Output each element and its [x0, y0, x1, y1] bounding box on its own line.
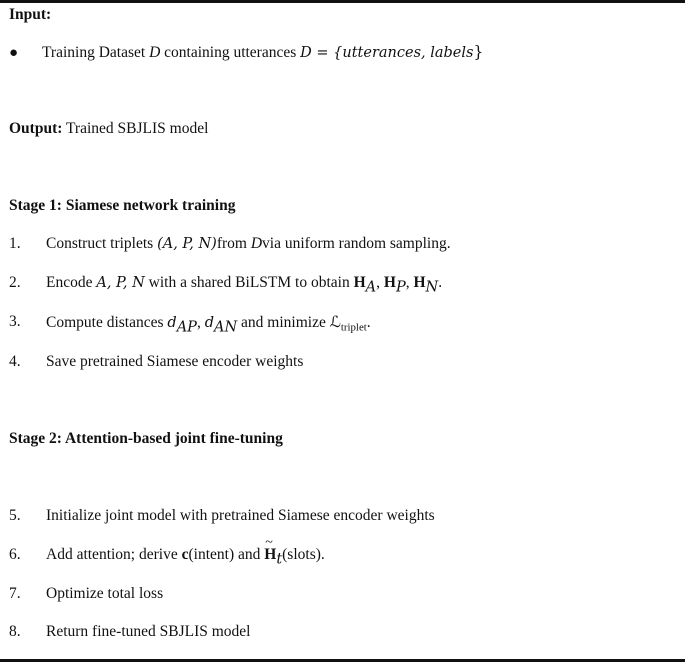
stage1-heading: Stage 1: Siamese network training [9, 197, 236, 214]
step-3: Compute distances $d_{AP}$, $d_{AN}$ and minimize ℒ$_{triplet}$. [46, 313, 371, 336]
step-2: Encode A, P, N with a shared BiLSTM to obtain $H_A$, $H_P$, $H_N$. [46, 274, 443, 296]
step-8: Return fine-tuned SBJLIS model [46, 623, 251, 640]
bullet-icon: ● [9, 45, 19, 61]
step-number: 2. [9, 274, 21, 291]
step-7: Optimize total loss [46, 585, 164, 602]
step-4: Save pretrained Siamese encoder weights [46, 353, 304, 370]
step-number: 6. [9, 546, 21, 563]
table-top-rule [0, 0, 685, 3]
step-number: 7. [9, 585, 21, 602]
step-5: Initialize joint model with pretrained Siamese encoder weights [46, 507, 435, 524]
input-heading: Input: [9, 6, 52, 23]
step-number: 4. [9, 353, 21, 370]
output-line: Output: Trained SBJLIS model [9, 120, 209, 137]
step-number: 8. [9, 623, 21, 640]
step-6: Add attention; derive c(intent) and ~ $H_t(slots)$. [46, 545, 325, 565]
table-bottom-rule [0, 659, 685, 662]
stage2-heading: Stage 2: Attention-based joint fine-tuning [9, 430, 283, 447]
input-bullet: Training Dataset D containing utterances D = {utterances, labels} [42, 43, 484, 61]
step-number: 3. [9, 313, 21, 330]
step-1: Construct triplets (A, P, N)from Dvia uniform random sampling. [46, 235, 451, 252]
step-number: 5. [9, 507, 21, 524]
step-number: 1. [9, 235, 21, 252]
